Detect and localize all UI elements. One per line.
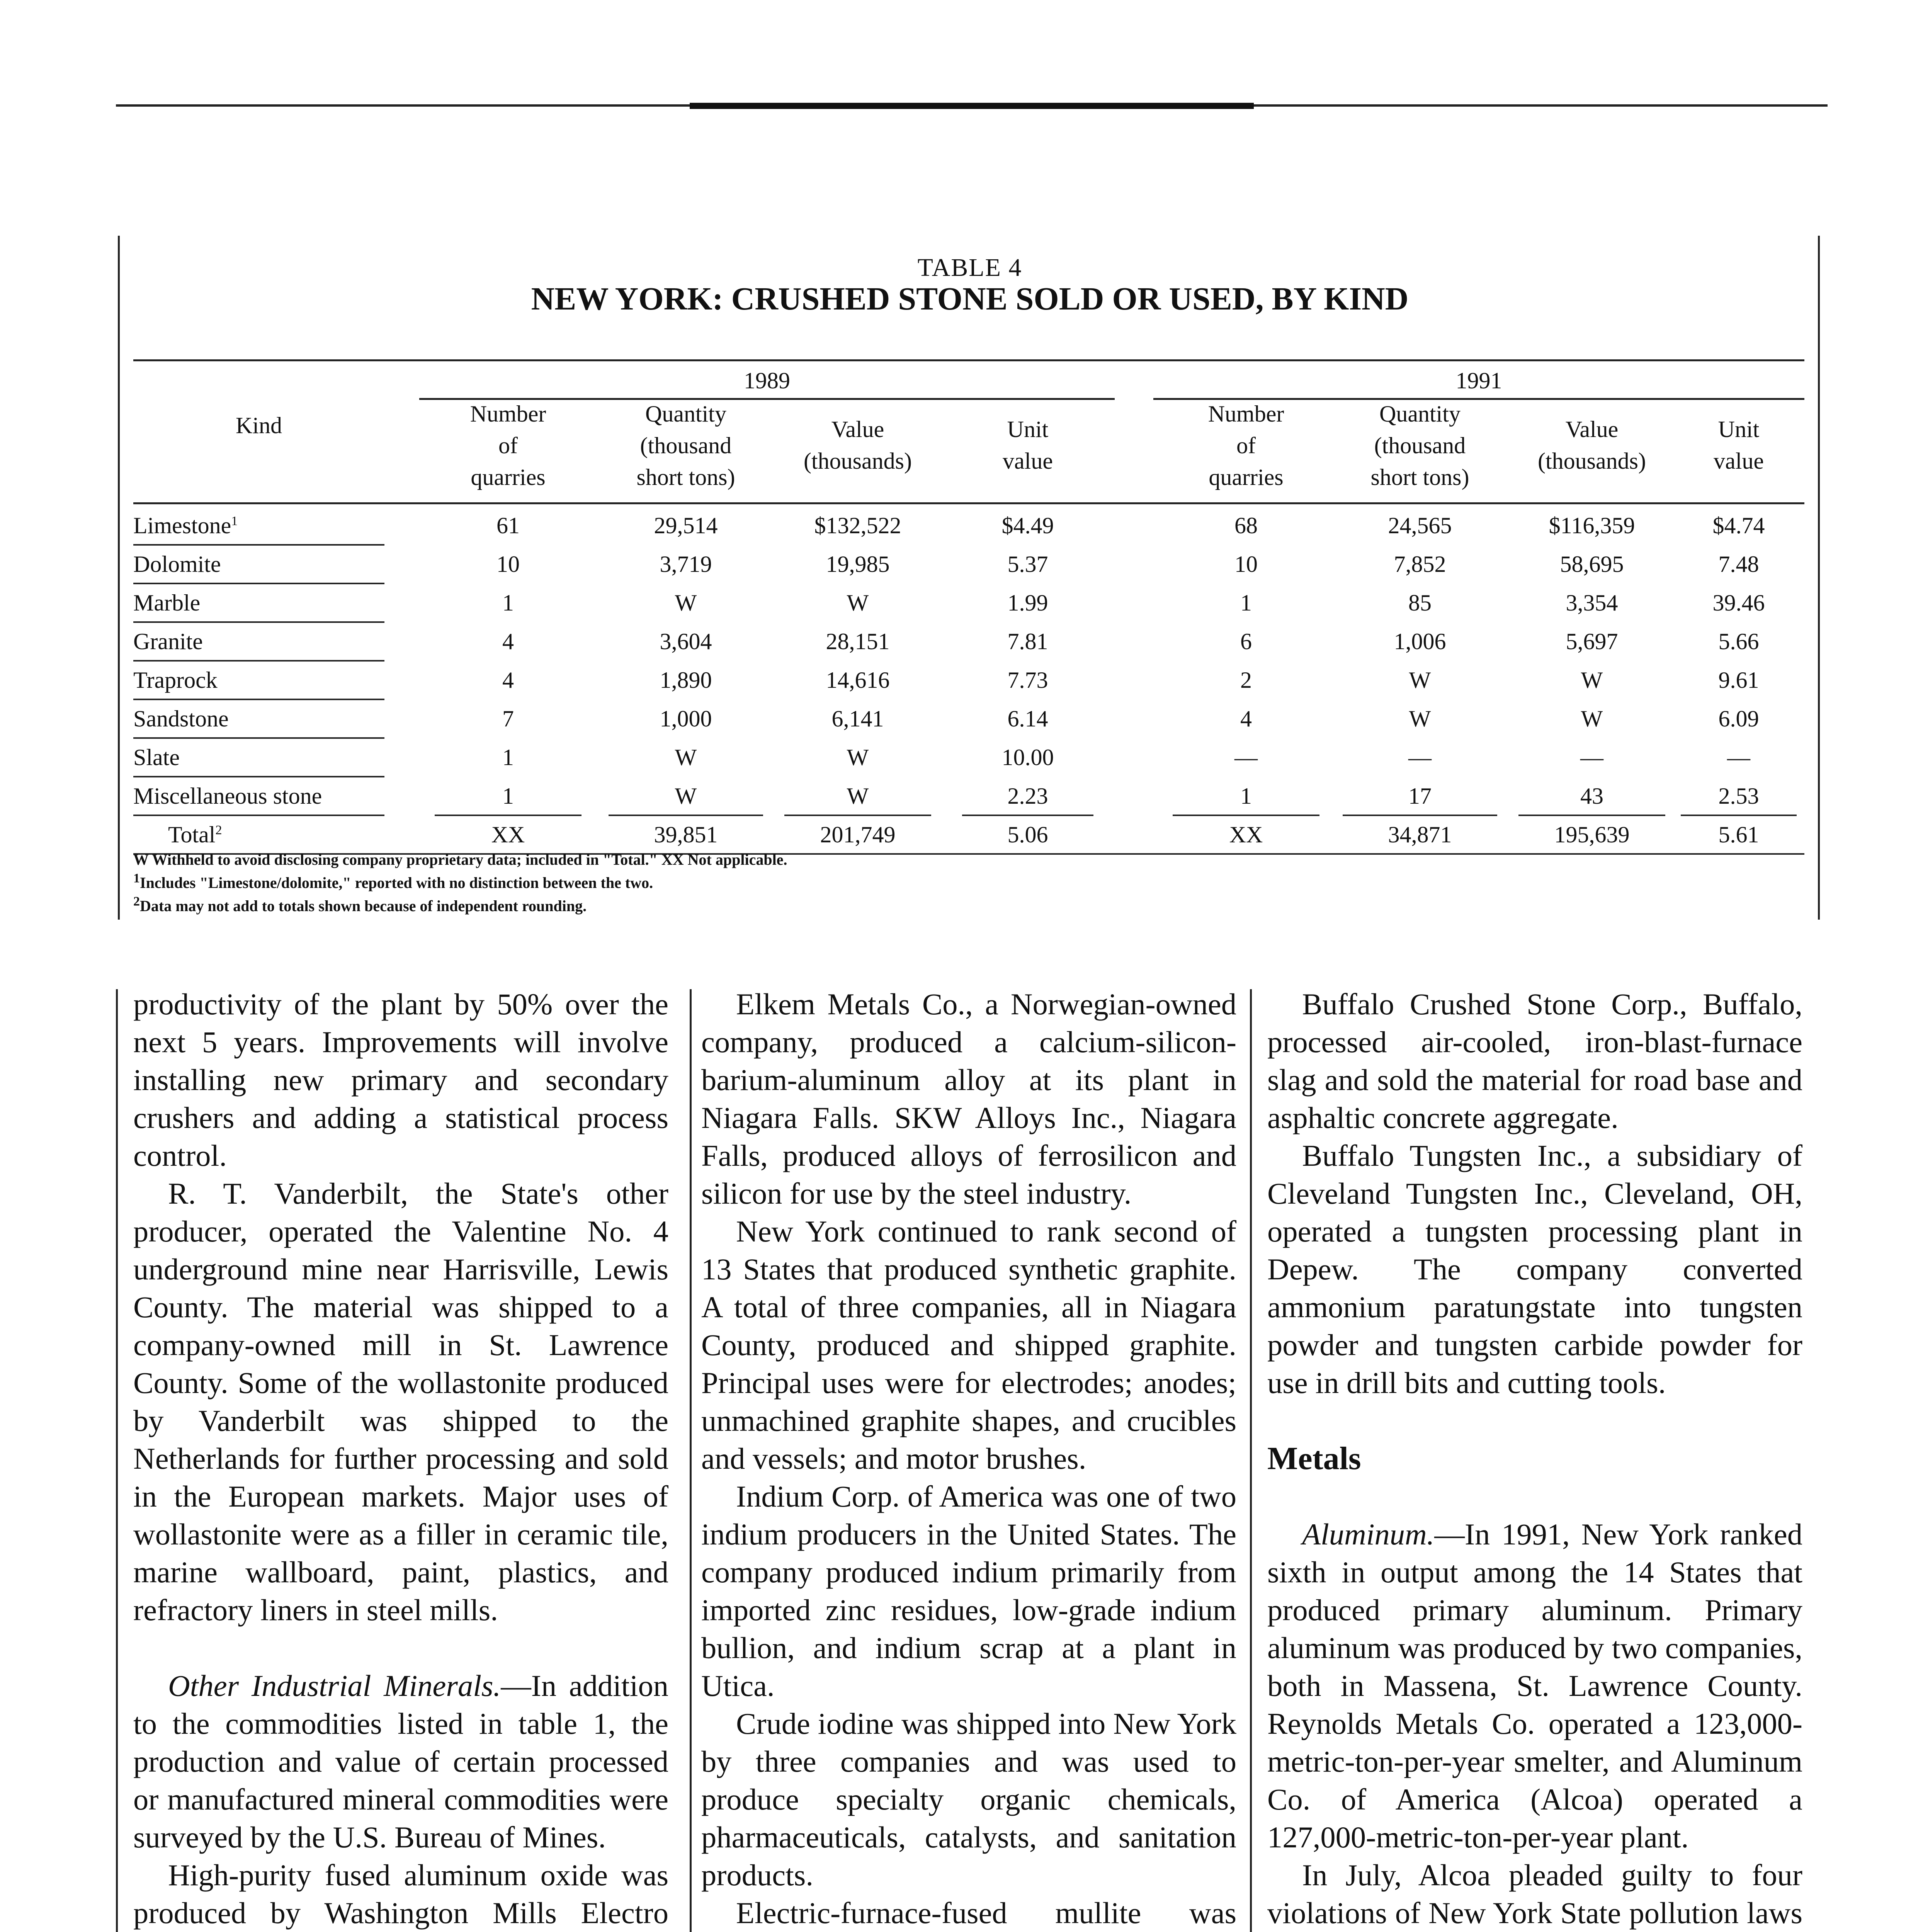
subtotal-rule [784,815,931,816]
table-cell: $4.74 [1712,513,1765,538]
footnote-withheld: W Withheld to avoid disclosing company proprietary data; included in "Total." XX Not applicable. [133,851,787,868]
col3-paragraph-1: Buffalo Crushed Stone Corp., Buffalo, processed air-cooled, iron-blast-furnace slag and sold the material for road base and asphaltic concrete aggregate. [1267,987,1802,1134]
col1-paragraph-2: R. T. Vanderbilt, the State's other producer, operated the Valentine No. 4 underground mine near Harrisville, Lewis County. The material was shipped to a company-owned mill in St. Lawrence County. Some of the wollastonite produced by Vanderbilt was shipped to the Netherlands for further processing and sold in the European markets. Major uses of wollastonite were as a filler in ceramic tile, marine wallboard, paint, plastics, and refractory liners in steel mills. [133,1177,668,1627]
total-row-label: Total$^2$ [168,822,222,847]
table-cell: W [1581,706,1603,731]
footnote-1: $^1$Includes "Limestone/dolomite," reported with no distinction between the two. [133,871,653,891]
table-cell: 61 [496,513,520,538]
table-cell: W [847,745,869,770]
top-rule-accent [690,103,1254,109]
table-cell: 6.09 [1718,706,1759,731]
table-cell: 1 [1240,783,1252,809]
subtotal-rule [1518,815,1665,816]
table-cell: W [675,590,697,616]
table-cell: 7.81 [1007,629,1048,654]
header-1991-quantity: Quantity (thousand short tons) [1370,401,1469,490]
row-kind-label: Slate [133,745,180,770]
table-cell: 2 [1240,667,1252,693]
page-frame-left [116,989,118,1932]
table-cell: $132,522 [814,513,901,538]
subtotal-rule [609,815,763,816]
table-cell: 6.14 [1007,706,1048,731]
table-cell: 10.00 [1001,745,1054,770]
table-cell: 3,604 [660,629,712,654]
table-cell: 4 [1240,706,1252,731]
subtotal-rule [435,815,581,816]
table-cell: W [675,783,697,809]
table-cell: W [847,590,869,616]
table-cell: — [1408,745,1432,770]
table-cell: 68 [1234,513,1258,538]
col2-paragraph-1: Elkem Metals Co., a Norwegian-owned company, produced a calcium-silicon-barium-aluminum alloy at its plant in Niagara Falls. SKW Alloys Inc., Niagara Falls, produced alloys of ferrosilicon and silicon for use by the steel industry. [701,987,1236,1210]
other-industrial-minerals-heading: Other Industrial Minerals. [168,1669,501,1702]
table-cell: 1 [502,745,514,770]
table-footnotes [133,848,787,918]
header-1991-unit: Unit value [1714,417,1764,474]
table-cell: 43 [1580,783,1603,809]
body-column-3 [1267,985,1802,1932]
row-rule [133,621,384,623]
col1-paragraph-4: High-purity fused aluminum oxide was produced by Washington Mills Electro [133,1858,668,1930]
table-cell: $4.49 [1001,513,1054,538]
kind-column-header: Kind [236,413,282,438]
table-cell: 9.61 [1718,667,1759,693]
table-cell: 7.48 [1718,551,1759,577]
footnote-2: $^2$Data may not add to totals shown because of independent rounding. [133,894,587,915]
total-cell: 195,639 [1554,822,1630,847]
row-rule [133,737,384,739]
table-cell: 14,616 [826,667,890,693]
table-cell: 1,006 [1394,629,1446,654]
row-kind-label: Traprock [133,667,218,693]
table-cell: 24,565 [1388,513,1452,538]
table-cell: W [1409,706,1431,731]
row-kind-label: Granite [133,629,203,654]
col2-paragraph-4: Crude iodine was shipped into New York by three companies and was used to produce specialty organic chemicals, pharmaceuticals, catalysts, and sanitation products. [701,1707,1236,1892]
table-cell: 29,514 [654,513,718,538]
year-1989-label: 1989 [744,368,790,393]
total-cell: XX [1229,822,1263,847]
table-header-top-rule [133,359,1804,361]
row-rule [133,544,384,546]
table-cell: 28,151 [826,629,890,654]
header-1989-number: Number of quarries [470,401,546,490]
row-kind-label: Marble [133,590,201,616]
row-kind-label: Limestone$^1$ [133,513,238,538]
row-rule [133,660,384,662]
total-cell: 5.61 [1718,822,1759,847]
table-cell: 2.53 [1718,783,1759,809]
table-cell: W [1409,667,1431,693]
table-cell: $116,359 [1549,513,1635,538]
table-cell: W [847,783,869,809]
column-divider-1 [690,989,692,1932]
table-cell: 5.37 [1007,551,1048,577]
table-cell: 39.46 [1712,590,1765,616]
col2-paragraph-3: Indium Corp. of America was one of two indium producers in the United States. The company produced indium primarily from imported zinc residues, low-grade indium bullion, and indium scrap at a plant in Utica. [701,1480,1236,1702]
header-1989-unit: Unit value [1003,417,1053,474]
table-cell: 1 [502,783,514,809]
header-1989-quantity: Quantity (thousand short tons) [636,401,735,490]
subtotal-rule [1343,815,1497,816]
table-frame-right [1818,236,1820,920]
table-cell: W [675,745,697,770]
table-cell: 6 [1240,629,1252,654]
subtotal-rule [1681,815,1797,816]
table-cell: — [1234,745,1258,770]
table-cell: 7 [502,706,514,731]
body-column-1 [133,985,668,1932]
table-cell: 3,354 [1566,590,1618,616]
table-cell: 2.23 [1007,783,1048,809]
table-cell: 4 [502,629,514,654]
col3-paragraph-3: Aluminum.—In 1991, New York ranked sixth in output among the 14 States that produced primary aluminum. Primary aluminum was produced by two companies, both in Massena, St. Lawrence County. Reynolds Metals Co. operated a 123,000-metric-ton-per-year smelter, and Aluminum Co. of America (Alcoa) operated a 127,000-metric-ton-per-year plant. [1267,1517,1802,1854]
table-cell: 19,985 [826,551,890,577]
table-title: NEW YORK: CRUSHED STONE SOLD OR USED, BY KIND [531,281,1409,317]
table-header-bottom-rule [133,502,1804,504]
col1-paragraph-3: Other Industrial Minerals.—In addition to the commodities listed in table 1, the production and value of certain processed or manufactured mineral commodities were surveyed by the U.S. Bureau of Mines. [133,1669,668,1854]
total-cell: XX [491,822,525,847]
header-1991-value: Value (thousands) [1538,417,1646,474]
column-divider-2 [1250,989,1252,1932]
table-cell: 5,697 [1566,629,1618,654]
row-rule [133,699,384,700]
col1-paragraph-1: productivity of the plant by 50% over the next 5 years. Improvements will involve installing new primary and secondary crushers and adding a statistical process control. [133,987,668,1172]
row-kind-label: Sandstone [133,706,229,731]
col3-paragraph-2: Buffalo Tungsten Inc., a subsidiary of Cleveland Tungsten Inc., Cleveland, OH, operated a tungsten processing plant in Depew. The company converted ammonium paratungstate into tungsten powder and tungsten carbide powder for use in drill bits and cutting tools. [1267,1139,1802,1400]
table-cell: 7,852 [1394,551,1446,577]
subtotal-rule [1173,815,1319,816]
row-rule [133,583,384,584]
table-cell: 4 [502,667,514,693]
table-label: TABLE 4 [917,253,1022,282]
table-cell: 1.99 [1007,590,1048,616]
table-cell: 10 [1234,551,1258,577]
table-cell: 85 [1408,590,1432,616]
col2-paragraph-5: Electric-furnace-fused mullite was [736,1896,1236,1930]
year-1991-label: 1991 [1455,368,1502,393]
total-cell: 5.06 [1007,822,1048,847]
row-rule [133,776,384,777]
table-cell: 1,890 [660,667,712,693]
subtotal-rule [962,815,1093,816]
table-cell: — [1727,745,1750,770]
total-cell: 39,851 [654,822,718,847]
table-cell: 3,719 [660,551,712,577]
header-1991-number: Number of quarries [1208,401,1284,490]
table-cell: — [1580,745,1603,770]
row-kind-label: Dolomite [133,551,221,577]
table-cell: W [1581,667,1603,693]
table-cell: 6,141 [831,706,884,731]
table-cell: 10 [496,551,520,577]
table-cell: 7.73 [1007,667,1048,693]
col3-paragraph-4: In July, Alcoa pleaded guilty to four violations of New York State pollution laws [1267,1858,1802,1930]
body-column-2 [701,985,1236,1932]
row-kind-label: Miscellaneous stone [133,783,322,809]
row-rule [133,815,384,816]
table-cell: 17 [1408,783,1432,809]
total-cell: 201,749 [820,822,896,847]
table-cell: 1 [502,590,514,616]
table-cell: 58,695 [1560,551,1624,577]
aluminum-heading: Aluminum. [1302,1517,1435,1551]
metals-heading: Metals [1267,1440,1361,1476]
table-cell: 1 [1240,590,1252,616]
header-1989-value: Value (thousands) [804,417,912,474]
table-cell: 5.66 [1718,629,1759,654]
table-cell: 1,000 [660,706,712,731]
col2-paragraph-2: New York continued to rank second of 13 States that produced synthetic graphite. A total of three companies, all in Niagara County, produced and shipped graphite. Principal uses were for electrodes; anodes; unmachined graphite shapes, and crucibles and vessels; and motor brushes. [701,1214,1236,1475]
total-cell: 34,871 [1388,822,1452,847]
table-frame-left [118,236,120,920]
